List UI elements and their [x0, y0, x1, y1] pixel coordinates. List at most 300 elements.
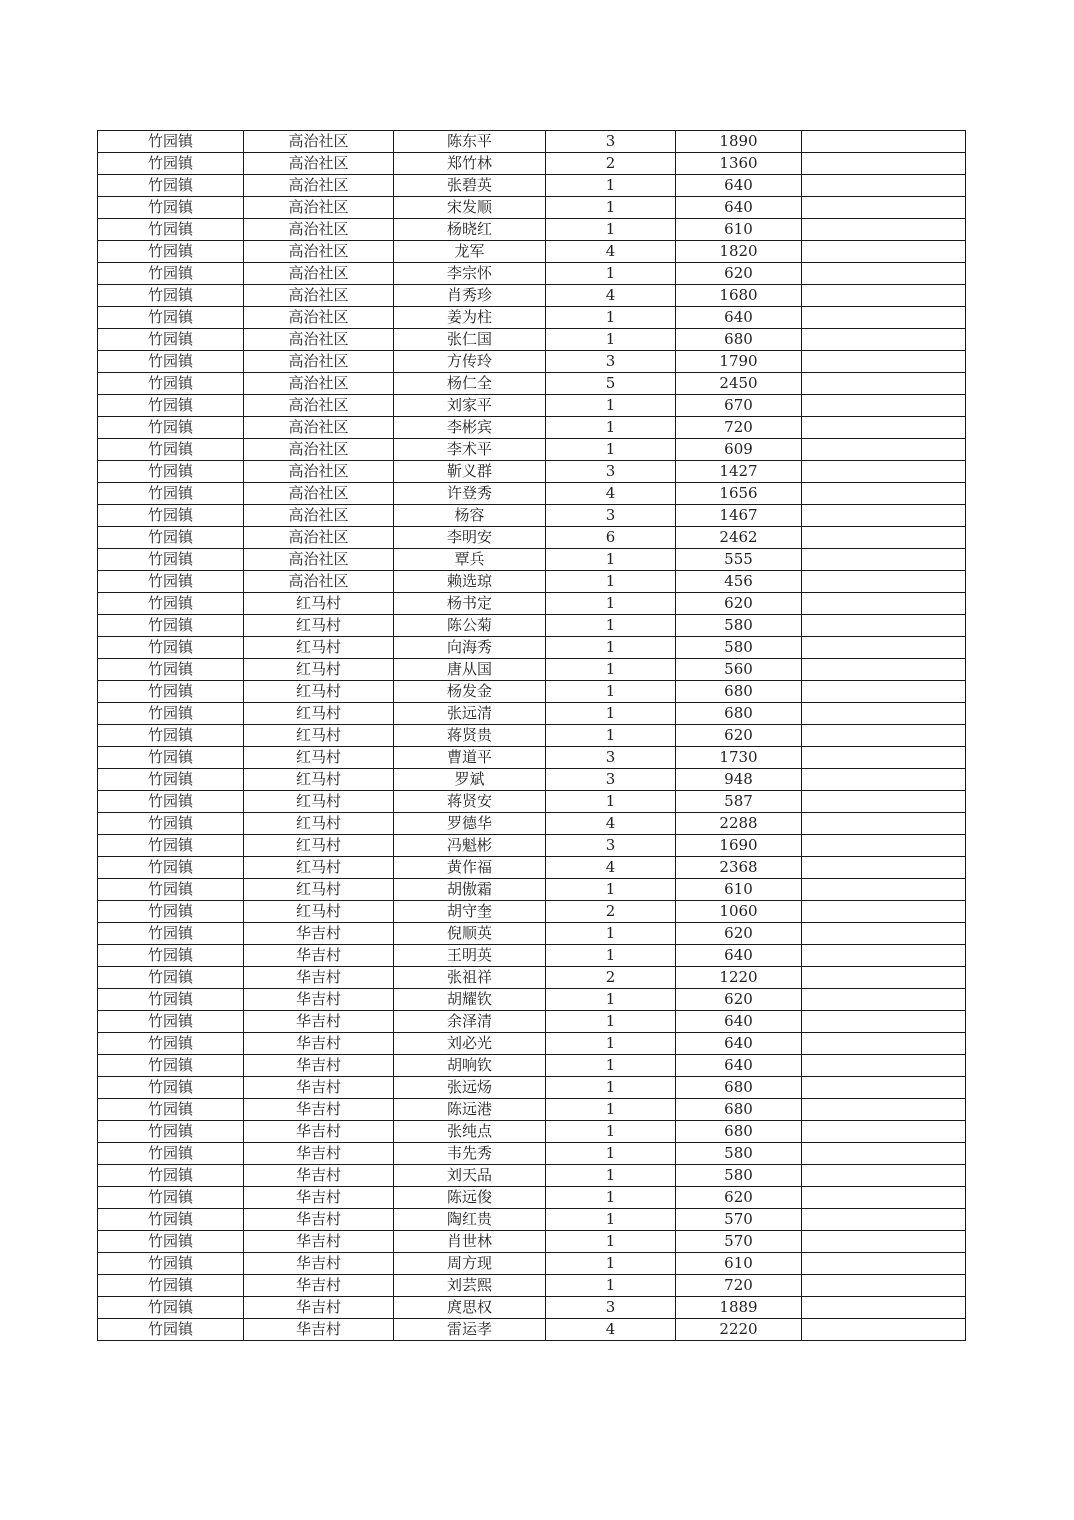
- name-cell: 蒋贤安: [394, 791, 546, 813]
- remark-cell: [802, 549, 966, 571]
- community-cell: 华吉村: [244, 989, 394, 1011]
- community-cell: 高治社区: [244, 131, 394, 153]
- name-cell: 姜为柱: [394, 307, 546, 329]
- remark-cell: [802, 505, 966, 527]
- town-cell: 竹园镇: [98, 725, 244, 747]
- household-size-cell: 1: [546, 989, 676, 1011]
- community-cell: 高治社区: [244, 241, 394, 263]
- household-size-cell: 1: [546, 1033, 676, 1055]
- name-cell: 覃兵: [394, 549, 546, 571]
- remark-cell: [802, 1319, 966, 1341]
- name-cell: 周方现: [394, 1253, 546, 1275]
- household-size-cell: 6: [546, 527, 676, 549]
- name-cell: 杨仁全: [394, 373, 546, 395]
- town-cell: 竹园镇: [98, 1275, 244, 1297]
- household-size-cell: 1: [546, 615, 676, 637]
- community-cell: 红马村: [244, 615, 394, 637]
- community-cell: 高治社区: [244, 395, 394, 417]
- community-cell: 华吉村: [244, 1253, 394, 1275]
- community-cell: 华吉村: [244, 1099, 394, 1121]
- remark-cell: [802, 1055, 966, 1077]
- community-cell: 红马村: [244, 791, 394, 813]
- table-row: [98, 131, 966, 153]
- name-cell: 李明安: [394, 527, 546, 549]
- amount-cell: 555: [676, 549, 802, 571]
- community-cell: 红马村: [244, 637, 394, 659]
- table-row: [98, 1187, 966, 1209]
- table-row: [98, 373, 966, 395]
- household-size-cell: 1: [546, 549, 676, 571]
- amount-cell: 1427: [676, 461, 802, 483]
- household-size-cell: 1: [546, 681, 676, 703]
- table-row: [98, 263, 966, 285]
- town-cell: 竹园镇: [98, 153, 244, 175]
- amount-cell: 1690: [676, 835, 802, 857]
- household-size-cell: 1: [546, 1231, 676, 1253]
- table-row: [98, 175, 966, 197]
- table-row: [98, 1253, 966, 1275]
- community-cell: 华吉村: [244, 1011, 394, 1033]
- community-cell: 高治社区: [244, 285, 394, 307]
- name-cell: 倪顺英: [394, 923, 546, 945]
- community-cell: 红马村: [244, 769, 394, 791]
- remark-cell: [802, 1033, 966, 1055]
- data-table: [97, 130, 966, 1341]
- amount-cell: 1790: [676, 351, 802, 373]
- remark-cell: [802, 241, 966, 263]
- town-cell: 竹园镇: [98, 637, 244, 659]
- household-size-cell: 4: [546, 813, 676, 835]
- name-cell: 刘家平: [394, 395, 546, 417]
- town-cell: 竹园镇: [98, 945, 244, 967]
- name-cell: 肖秀珍: [394, 285, 546, 307]
- table-row: [98, 923, 966, 945]
- town-cell: 竹园镇: [98, 263, 244, 285]
- amount-cell: 1889: [676, 1297, 802, 1319]
- community-cell: 高治社区: [244, 439, 394, 461]
- table-row: [98, 791, 966, 813]
- household-size-cell: 4: [546, 285, 676, 307]
- community-cell: 高治社区: [244, 351, 394, 373]
- remark-cell: [802, 461, 966, 483]
- name-cell: 龙军: [394, 241, 546, 263]
- household-size-cell: 1: [546, 1209, 676, 1231]
- town-cell: 竹园镇: [98, 219, 244, 241]
- amount-cell: 680: [676, 681, 802, 703]
- amount-cell: 1656: [676, 483, 802, 505]
- amount-cell: 680: [676, 1077, 802, 1099]
- town-cell: 竹园镇: [98, 483, 244, 505]
- community-cell: 高治社区: [244, 571, 394, 593]
- remark-cell: [802, 131, 966, 153]
- community-cell: 红马村: [244, 681, 394, 703]
- name-cell: 陈远港: [394, 1099, 546, 1121]
- table-row: [98, 1077, 966, 1099]
- table-row: [98, 1143, 966, 1165]
- name-cell: 李宗怀: [394, 263, 546, 285]
- name-cell: 张纯点: [394, 1121, 546, 1143]
- table-row: [98, 1033, 966, 1055]
- town-cell: 竹园镇: [98, 791, 244, 813]
- name-cell: 杨容: [394, 505, 546, 527]
- town-cell: 竹园镇: [98, 747, 244, 769]
- table-row: [98, 857, 966, 879]
- amount-cell: 680: [676, 1121, 802, 1143]
- town-cell: 竹园镇: [98, 1099, 244, 1121]
- amount-cell: 640: [676, 1011, 802, 1033]
- name-cell: 曹道平: [394, 747, 546, 769]
- amount-cell: 640: [676, 1033, 802, 1055]
- household-size-cell: 1: [546, 307, 676, 329]
- amount-cell: 620: [676, 989, 802, 1011]
- table-row: [98, 1099, 966, 1121]
- town-cell: 竹园镇: [98, 813, 244, 835]
- household-size-cell: 1: [546, 1253, 676, 1275]
- household-size-cell: 1: [546, 571, 676, 593]
- community-cell: 红马村: [244, 901, 394, 923]
- remark-cell: [802, 747, 966, 769]
- name-cell: 杨晓红: [394, 219, 546, 241]
- table-row: [98, 571, 966, 593]
- table-row: [98, 615, 966, 637]
- amount-cell: 2368: [676, 857, 802, 879]
- name-cell: 杨发金: [394, 681, 546, 703]
- community-cell: 华吉村: [244, 945, 394, 967]
- name-cell: 张祖祥: [394, 967, 546, 989]
- community-cell: 华吉村: [244, 967, 394, 989]
- amount-cell: 560: [676, 659, 802, 681]
- household-size-cell: 4: [546, 857, 676, 879]
- town-cell: 竹园镇: [98, 527, 244, 549]
- remark-cell: [802, 351, 966, 373]
- household-size-cell: 3: [546, 351, 676, 373]
- community-cell: 高治社区: [244, 549, 394, 571]
- name-cell: 黄作福: [394, 857, 546, 879]
- community-cell: 华吉村: [244, 1231, 394, 1253]
- community-cell: 红马村: [244, 725, 394, 747]
- household-size-cell: 3: [546, 1297, 676, 1319]
- remark-cell: [802, 329, 966, 351]
- household-size-cell: 4: [546, 483, 676, 505]
- name-cell: 陈远俊: [394, 1187, 546, 1209]
- town-cell: 竹园镇: [98, 1077, 244, 1099]
- community-cell: 红马村: [244, 747, 394, 769]
- household-size-cell: 1: [546, 1077, 676, 1099]
- name-cell: 刘芸熙: [394, 1275, 546, 1297]
- community-cell: 红马村: [244, 813, 394, 835]
- town-cell: 竹园镇: [98, 1319, 244, 1341]
- table-row: [98, 153, 966, 175]
- town-cell: 竹园镇: [98, 197, 244, 219]
- community-cell: 华吉村: [244, 1055, 394, 1077]
- table-row: [98, 769, 966, 791]
- amount-cell: 620: [676, 593, 802, 615]
- household-size-cell: 4: [546, 241, 676, 263]
- name-cell: 向海秀: [394, 637, 546, 659]
- town-cell: 竹园镇: [98, 505, 244, 527]
- name-cell: 罗斌: [394, 769, 546, 791]
- remark-cell: [802, 263, 966, 285]
- table-row: [98, 461, 966, 483]
- amount-cell: 2220: [676, 1319, 802, 1341]
- household-size-cell: 1: [546, 417, 676, 439]
- table-row: [98, 417, 966, 439]
- amount-cell: 580: [676, 637, 802, 659]
- name-cell: 方传玲: [394, 351, 546, 373]
- remark-cell: [802, 571, 966, 593]
- amount-cell: 1060: [676, 901, 802, 923]
- town-cell: 竹园镇: [98, 659, 244, 681]
- name-cell: 胡傲霜: [394, 879, 546, 901]
- name-cell: 韦先秀: [394, 1143, 546, 1165]
- household-size-cell: 1: [546, 1055, 676, 1077]
- community-cell: 高治社区: [244, 263, 394, 285]
- amount-cell: 640: [676, 945, 802, 967]
- amount-cell: 570: [676, 1209, 802, 1231]
- town-cell: 竹园镇: [98, 175, 244, 197]
- table-row: [98, 1121, 966, 1143]
- amount-cell: 640: [676, 175, 802, 197]
- amount-cell: 1730: [676, 747, 802, 769]
- household-size-cell: 1: [546, 439, 676, 461]
- town-cell: 竹园镇: [98, 923, 244, 945]
- name-cell: 张远清: [394, 703, 546, 725]
- name-cell: 胡守奎: [394, 901, 546, 923]
- remark-cell: [802, 175, 966, 197]
- community-cell: 红马村: [244, 835, 394, 857]
- remark-cell: [802, 439, 966, 461]
- remark-cell: [802, 307, 966, 329]
- town-cell: 竹园镇: [98, 989, 244, 1011]
- community-cell: 高治社区: [244, 373, 394, 395]
- household-size-cell: 1: [546, 1011, 676, 1033]
- name-cell: 雷运孝: [394, 1319, 546, 1341]
- town-cell: 竹园镇: [98, 857, 244, 879]
- town-cell: 竹园镇: [98, 593, 244, 615]
- remark-cell: [802, 1099, 966, 1121]
- table-row: [98, 879, 966, 901]
- table-row: [98, 813, 966, 835]
- household-size-cell: 1: [546, 637, 676, 659]
- household-size-cell: 1: [546, 1165, 676, 1187]
- town-cell: 竹园镇: [98, 901, 244, 923]
- household-size-cell: 3: [546, 747, 676, 769]
- name-cell: 张仁国: [394, 329, 546, 351]
- town-cell: 竹园镇: [98, 329, 244, 351]
- household-size-cell: 1: [546, 1099, 676, 1121]
- community-cell: 高治社区: [244, 307, 394, 329]
- table-row: [98, 1011, 966, 1033]
- remark-cell: [802, 153, 966, 175]
- remark-cell: [802, 681, 966, 703]
- town-cell: 竹园镇: [98, 1209, 244, 1231]
- table-row: [98, 1297, 966, 1319]
- household-size-cell: 1: [546, 791, 676, 813]
- amount-cell: 570: [676, 1231, 802, 1253]
- town-cell: 竹园镇: [98, 615, 244, 637]
- name-cell: 王明英: [394, 945, 546, 967]
- table-row: [98, 945, 966, 967]
- household-size-cell: 1: [546, 263, 676, 285]
- town-cell: 竹园镇: [98, 1055, 244, 1077]
- name-cell: 赖选琼: [394, 571, 546, 593]
- community-cell: 高治社区: [244, 527, 394, 549]
- table-row: [98, 967, 966, 989]
- remark-cell: [802, 703, 966, 725]
- name-cell: 陶红贵: [394, 1209, 546, 1231]
- amount-cell: 610: [676, 219, 802, 241]
- name-cell: 陈公菊: [394, 615, 546, 637]
- name-cell: 张碧英: [394, 175, 546, 197]
- amount-cell: 2450: [676, 373, 802, 395]
- name-cell: 李彬宾: [394, 417, 546, 439]
- household-size-cell: 1: [546, 1275, 676, 1297]
- community-cell: 华吉村: [244, 923, 394, 945]
- table-row: [98, 241, 966, 263]
- household-size-cell: 1: [546, 175, 676, 197]
- community-cell: 高治社区: [244, 483, 394, 505]
- household-size-cell: 1: [546, 879, 676, 901]
- amount-cell: 680: [676, 329, 802, 351]
- remark-cell: [802, 989, 966, 1011]
- table-row: [98, 681, 966, 703]
- household-size-cell: 1: [546, 1187, 676, 1209]
- household-size-cell: 3: [546, 461, 676, 483]
- amount-cell: 620: [676, 725, 802, 747]
- table-row: [98, 637, 966, 659]
- amount-cell: 680: [676, 703, 802, 725]
- name-cell: 胡耀钦: [394, 989, 546, 1011]
- table-row: [98, 351, 966, 373]
- town-cell: 竹园镇: [98, 1143, 244, 1165]
- community-cell: 华吉村: [244, 1143, 394, 1165]
- amount-cell: 1467: [676, 505, 802, 527]
- remark-cell: [802, 1209, 966, 1231]
- amount-cell: 948: [676, 769, 802, 791]
- amount-cell: 680: [676, 1099, 802, 1121]
- remark-cell: [802, 659, 966, 681]
- household-size-cell: 3: [546, 769, 676, 791]
- town-cell: 竹园镇: [98, 835, 244, 857]
- name-cell: 靳义群: [394, 461, 546, 483]
- community-cell: 华吉村: [244, 1209, 394, 1231]
- town-cell: 竹园镇: [98, 1033, 244, 1055]
- town-cell: 竹园镇: [98, 549, 244, 571]
- table-row: [98, 307, 966, 329]
- town-cell: 竹园镇: [98, 703, 244, 725]
- name-cell: 罗德华: [394, 813, 546, 835]
- community-cell: 华吉村: [244, 1319, 394, 1341]
- table-row: [98, 285, 966, 307]
- remark-cell: [802, 901, 966, 923]
- household-size-cell: 3: [546, 835, 676, 857]
- remark-cell: [802, 373, 966, 395]
- name-cell: 肖世林: [394, 1231, 546, 1253]
- town-cell: 竹园镇: [98, 461, 244, 483]
- table-row: [98, 329, 966, 351]
- town-cell: 竹园镇: [98, 1011, 244, 1033]
- amount-cell: 720: [676, 417, 802, 439]
- town-cell: 竹园镇: [98, 395, 244, 417]
- amount-cell: 456: [676, 571, 802, 593]
- table-row: [98, 1319, 966, 1341]
- remark-cell: [802, 637, 966, 659]
- household-size-cell: 1: [546, 593, 676, 615]
- community-cell: 华吉村: [244, 1033, 394, 1055]
- amount-cell: 580: [676, 1165, 802, 1187]
- remark-cell: [802, 1231, 966, 1253]
- town-cell: 竹园镇: [98, 1231, 244, 1253]
- household-size-cell: 1: [546, 659, 676, 681]
- community-cell: 高治社区: [244, 329, 394, 351]
- remark-cell: [802, 1275, 966, 1297]
- community-cell: 高治社区: [244, 175, 394, 197]
- community-cell: 高治社区: [244, 153, 394, 175]
- amount-cell: 2462: [676, 527, 802, 549]
- table-row: [98, 549, 966, 571]
- town-cell: 竹园镇: [98, 967, 244, 989]
- table-row: [98, 1165, 966, 1187]
- amount-cell: 610: [676, 1253, 802, 1275]
- amount-cell: 1220: [676, 967, 802, 989]
- community-cell: 华吉村: [244, 1275, 394, 1297]
- amount-cell: 1890: [676, 131, 802, 153]
- name-cell: 冯魁彬: [394, 835, 546, 857]
- town-cell: 竹园镇: [98, 439, 244, 461]
- remark-cell: [802, 813, 966, 835]
- name-cell: 刘必光: [394, 1033, 546, 1055]
- name-cell: 蒋贤贵: [394, 725, 546, 747]
- remark-cell: [802, 725, 966, 747]
- household-size-cell: 1: [546, 1121, 676, 1143]
- amount-cell: 620: [676, 263, 802, 285]
- household-size-cell: 3: [546, 505, 676, 527]
- household-size-cell: 2: [546, 153, 676, 175]
- table-row: [98, 989, 966, 1011]
- community-cell: 华吉村: [244, 1165, 394, 1187]
- amount-cell: 640: [676, 1055, 802, 1077]
- table-row: [98, 527, 966, 549]
- town-cell: 竹园镇: [98, 351, 244, 373]
- amount-cell: 620: [676, 1187, 802, 1209]
- amount-cell: 610: [676, 879, 802, 901]
- amount-cell: 609: [676, 439, 802, 461]
- remark-cell: [802, 1165, 966, 1187]
- household-size-cell: 2: [546, 901, 676, 923]
- community-cell: 华吉村: [244, 1297, 394, 1319]
- household-size-cell: 1: [546, 219, 676, 241]
- amount-cell: 670: [676, 395, 802, 417]
- remark-cell: [802, 1121, 966, 1143]
- amount-cell: 620: [676, 923, 802, 945]
- remark-cell: [802, 615, 966, 637]
- name-cell: 宋发顺: [394, 197, 546, 219]
- amount-cell: 580: [676, 1143, 802, 1165]
- town-cell: 竹园镇: [98, 681, 244, 703]
- table-row: [98, 1231, 966, 1253]
- remark-cell: [802, 1297, 966, 1319]
- table-row: [98, 659, 966, 681]
- remark-cell: [802, 197, 966, 219]
- remark-cell: [802, 945, 966, 967]
- town-cell: 竹园镇: [98, 417, 244, 439]
- name-cell: 许登秀: [394, 483, 546, 505]
- amount-cell: 1680: [676, 285, 802, 307]
- town-cell: 竹园镇: [98, 1121, 244, 1143]
- community-cell: 高治社区: [244, 197, 394, 219]
- remark-cell: [802, 1187, 966, 1209]
- community-cell: 红马村: [244, 659, 394, 681]
